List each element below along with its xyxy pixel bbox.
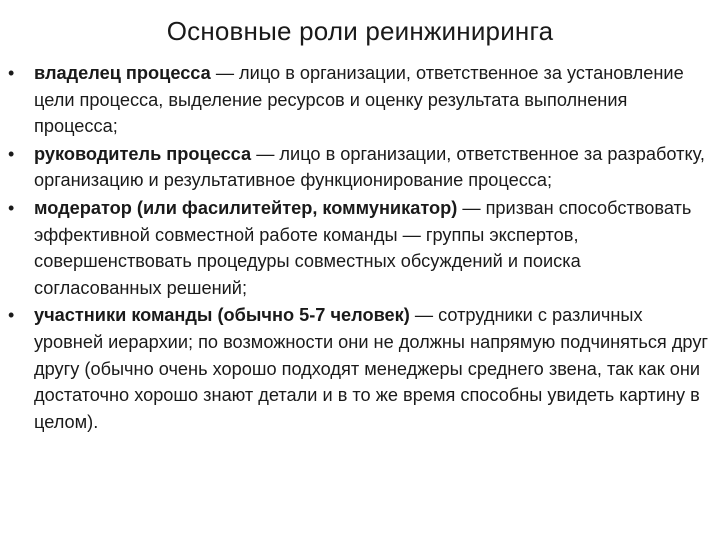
role-description: — сотрудники с различных уровней иерархии; по возможности они не должны напрямую подчиняться друг другу (обычно очень хорошо подходят менеджеры среднего звена, так как они достаточно хорошо знают детали и в то же время способны увидеть картину в целом).: [34, 305, 709, 432]
role-term: участники команды (обычно 5-7 человек): [34, 305, 410, 326]
bullet-icon: •: [8, 197, 15, 218]
list-item-manager: [8, 141, 712, 194]
role-term: модератор (или фасилитейтер, коммуникатор): [34, 197, 458, 218]
roles-list: [8, 60, 712, 436]
bullet-icon: •: [8, 305, 15, 326]
list-item-moderator: [8, 195, 712, 301]
bullet-icon: •: [8, 63, 15, 83]
role-description: — лицо в организации, ответственное за установление цели процесса, выделение ресурсов и оценку результата выполнения процесса;: [34, 63, 684, 137]
slide-title: Основные роли реинжиниринга: [166, 16, 554, 46]
role-description: — лицо в организации, ответственное за разработку, организацию и результативное функционирование процесса;: [34, 143, 705, 191]
bullet-icon: •: [8, 143, 15, 164]
role-description: — призван способствовать эффективной совместной работе команды — группы экспертов, совершенствовать процедуры совместных обсуждений и поиска согласованных решений;: [34, 197, 692, 298]
role-term: владелец процесса: [34, 63, 211, 83]
list-item-owner: [8, 60, 712, 140]
list-item-team-members: [8, 302, 712, 435]
role-term: руководитель процесса: [34, 143, 252, 164]
